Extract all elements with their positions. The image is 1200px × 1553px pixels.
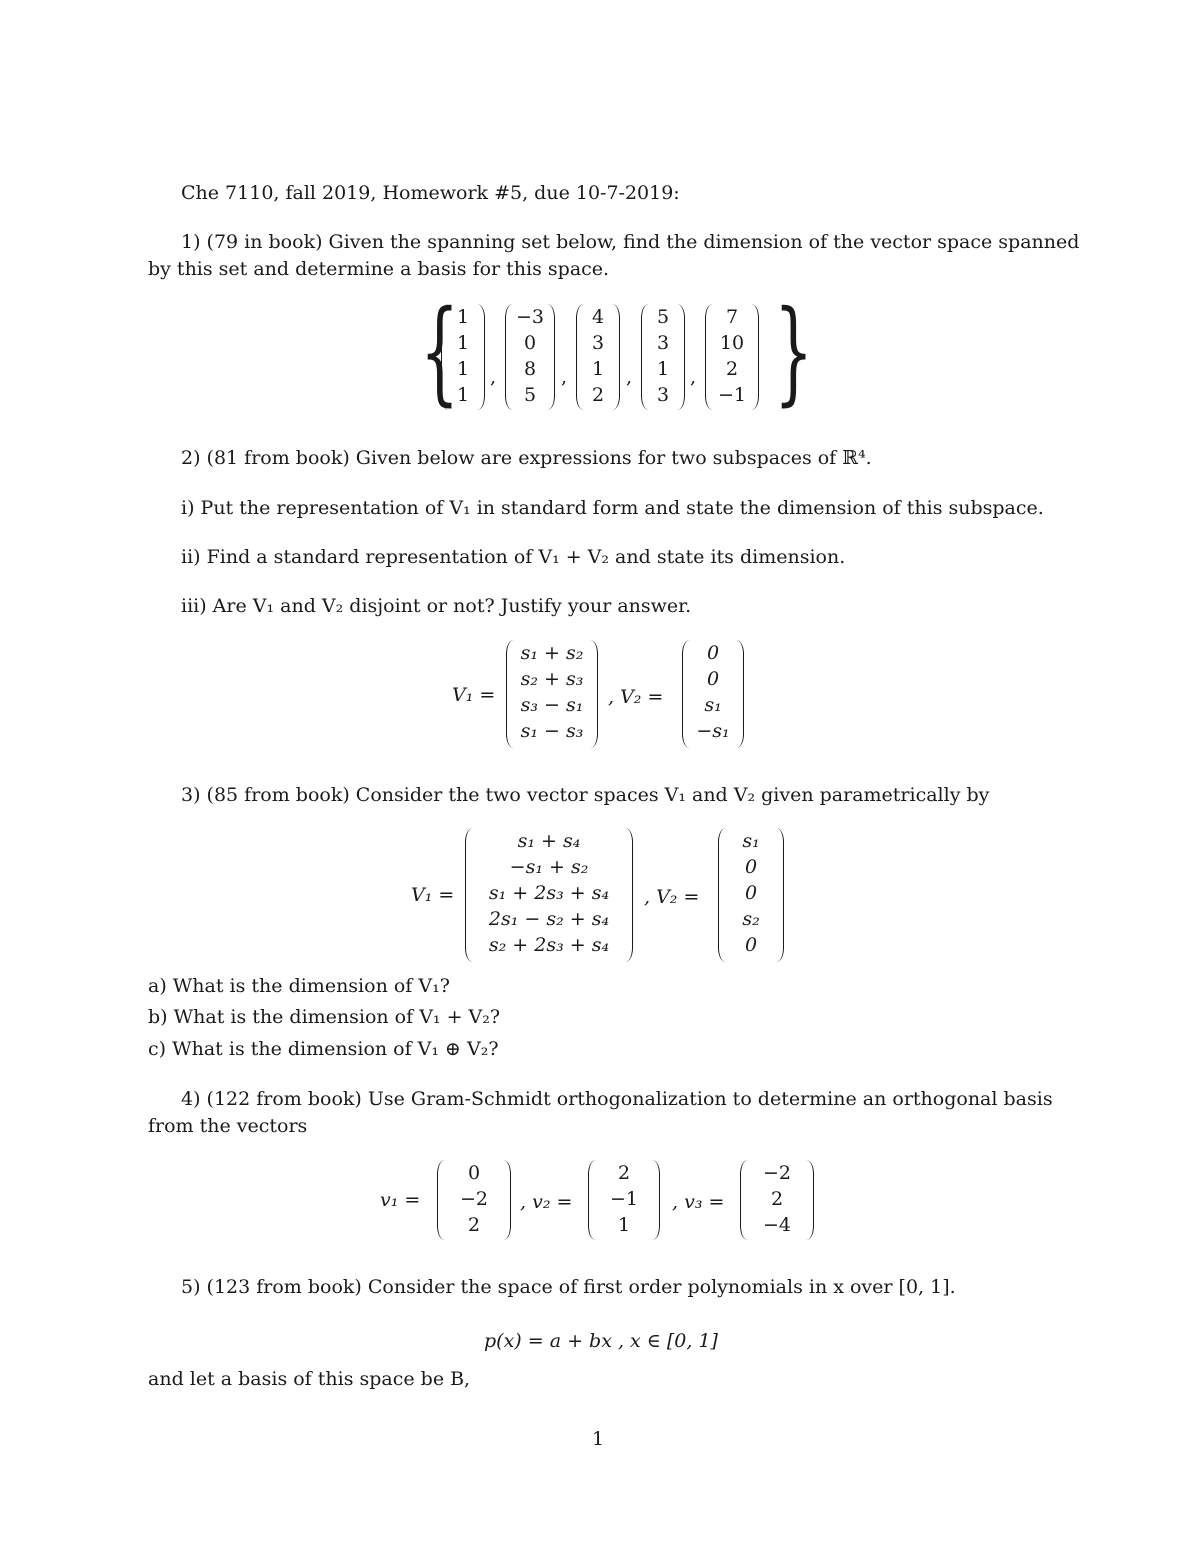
separator: , (626, 366, 633, 388)
q1-vector (441, 304, 485, 410)
vector-entry: 3 (591, 332, 605, 354)
vector-entry: 7 (725, 306, 739, 328)
q1-vector (705, 304, 759, 410)
vector-entry: 0 (467, 1162, 481, 1184)
vector-entry: s₁ + s₂ (520, 642, 584, 664)
right-brace-icon: } (774, 287, 814, 417)
q1-vector (505, 304, 555, 410)
q5-equation: p(x) = a + bx , x ∈ [0, 1] (484, 1330, 718, 1352)
vector-entry: 2 (725, 358, 739, 380)
vector-entry: 1 (591, 358, 605, 380)
vector-entry: s₁ − s₃ (520, 720, 584, 742)
vector-entry: 1 (656, 358, 670, 380)
vector-entry: 2 (617, 1162, 631, 1184)
vector-entry: −2 (459, 1188, 488, 1210)
q4-line1: 4) (122 from book) Use Gram-Schmidt orthogonalization to determine an orthogonal basis (181, 1088, 1053, 1110)
vector-entry: −3 (515, 306, 544, 328)
vector-entry: 2 (591, 384, 605, 406)
q3-part-a: a) What is the dimension of V₁? (148, 975, 450, 997)
vector-entry: −1 (717, 384, 746, 406)
q2-part-i: i) Put the representation of V₁ in standard form and state the dimension of this subspace. (181, 497, 1044, 519)
q1-vector (576, 304, 620, 410)
vector-entry: s₁ (742, 830, 760, 852)
q3-v2-vector (718, 828, 784, 962)
separator: , (490, 366, 497, 388)
vector-entry: 2 (467, 1214, 481, 1236)
vector-entry: −s₁ (696, 720, 730, 742)
vector-entry: −2 (762, 1162, 791, 1184)
q2-v1-vector (506, 640, 598, 748)
q1-line2: by this set and determine a basis for this space. (148, 258, 610, 280)
vector-entry: 0 (706, 642, 720, 664)
vector-entry: 1 (456, 306, 470, 328)
vector-entry: 8 (523, 358, 537, 380)
q2-v2-vector (682, 640, 744, 748)
q4-v3-vector (740, 1160, 814, 1240)
q3-part-c: c) What is the dimension of V₁ ⊕ V₂? (148, 1038, 499, 1060)
vector-entry: 3 (656, 332, 670, 354)
q3-v1-vector (465, 828, 633, 962)
vector-entry: 10 (719, 332, 745, 354)
vector-entry: 1 (456, 358, 470, 380)
vector-entry: 5 (523, 384, 537, 406)
q5-closing: and let a basis of this space be B, (148, 1368, 471, 1390)
vector-entry: s₃ − s₁ (520, 694, 584, 716)
vector-entry: s₂ + s₃ (520, 668, 584, 690)
vector-entry: 4 (591, 306, 605, 328)
q3-v1-label: V₁ = (411, 884, 455, 906)
vector-entry: 1 (456, 332, 470, 354)
separator: , (561, 366, 568, 388)
vector-entry: 5 (656, 306, 670, 328)
vector-entry: −4 (762, 1214, 791, 1236)
vector-entry: 1 (456, 384, 470, 406)
vector-entry: s₂ + 2s₃ + s₄ (488, 934, 610, 956)
q4-v1-label: v₁ = (380, 1189, 421, 1211)
vector-entry: 3 (656, 384, 670, 406)
q1-vector (641, 304, 685, 410)
vector-entry: s₁ (704, 694, 722, 716)
vector-entry: 0 (706, 668, 720, 690)
vector-entry: 0 (744, 856, 758, 878)
q2-part-ii: ii) Find a standard representation of V₁ + V₂ and state its dimension. (181, 546, 846, 568)
vector-entry: −1 (609, 1188, 638, 1210)
vector-entry: s₁ + s₄ (517, 830, 581, 852)
q1-line1: 1) (79 in book) Given the spanning set below, find the dimension of the vector space spanned (181, 231, 1080, 253)
q4-line2: from the vectors (148, 1115, 308, 1137)
vector-entry: 2 (770, 1188, 784, 1210)
page-title: Che 7110, fall 2019, Homework #5, due 10-7-2019: (181, 182, 680, 204)
vector-entry: 0 (744, 882, 758, 904)
q4-v3-label: , v₃ = (672, 1191, 725, 1213)
page-number: 1 (592, 1428, 605, 1450)
separator: , (690, 366, 697, 388)
q3-v2-label: , V₂ = (644, 886, 700, 908)
q3-intro: 3) (85 from book) Consider the two vector spaces V₁ and V₂ given parametrically by (181, 784, 990, 806)
vector-entry: 0 (523, 332, 537, 354)
vector-entry: s₁ + 2s₃ + s₄ (488, 882, 610, 904)
q2-intro: 2) (81 from book) Given below are expressions for two subspaces of ℝ⁴. (181, 447, 872, 469)
q2-v2-label: , V₂ = (608, 686, 664, 708)
q4-v2-label: , v₂ = (520, 1191, 573, 1213)
q5-intro: 5) (123 from book) Consider the space of first order polynomials in x over [0, 1]. (181, 1276, 956, 1298)
q2-part-iii: iii) Are V₁ and V₂ disjoint or not? Justify your answer. (181, 595, 692, 617)
vector-entry: 1 (617, 1214, 631, 1236)
vector-entry: s₂ (742, 908, 760, 930)
vector-entry: 2s₁ − s₂ + s₄ (488, 908, 610, 930)
q2-v1-label: V₁ = (452, 684, 496, 706)
left-brace-icon: { (420, 287, 460, 417)
vector-entry: −s₁ + s₂ (509, 856, 589, 878)
q4-v1-vector (437, 1160, 511, 1240)
vector-entry: 0 (744, 934, 758, 956)
q4-v2-vector (588, 1160, 660, 1240)
q3-part-b: b) What is the dimension of V₁ + V₂? (148, 1006, 501, 1028)
